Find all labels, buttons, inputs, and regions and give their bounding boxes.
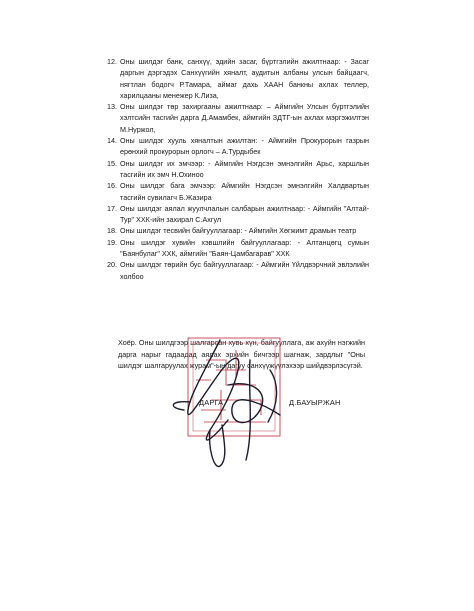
item-text: Оны шилдэг хууль хяналтын ажилтан: - Аймгийн Прокурорын газрын ерөнхий прокурорын орлогч – А.Турдыбек (120, 136, 369, 157)
item-number: 16. (107, 181, 117, 191)
list-item (107, 135, 369, 158)
item-number: 14. (107, 136, 117, 146)
list-item (107, 259, 369, 282)
resolution-paragraph: Хоёр. Оны шилдгээр шалгарсан хувь хүн, байгууллага, аж ахуйн нэгжийн дарга нарыг гадаадад аялах эрхийн бичгээр шагнаж, зардлыг "Оны шилдэг шалгаруулах журам"-ын дагуу санхүүжүүлэхээр шийдвэрлэсүгэй. (118, 338, 365, 370)
list-item (107, 158, 369, 181)
signatory-title: ДАРГА (199, 398, 224, 407)
item-text: Оны шилдэг хувийн хэвшлийн байгууллагаар: - Алтанцөгц сумын "Баянбулаг" ХХК, аймгийн "Баян-Цамбагарав" ХХК (120, 237, 369, 259)
item-number: 17. (107, 203, 117, 213)
list-item (107, 237, 369, 260)
item-text: Оны шилдэг тeсвийн байгууллагаар: - Аймгийн Хөгжимт драмын театр (120, 226, 357, 236)
list-item (107, 180, 369, 203)
item-number: 18. (107, 226, 117, 236)
item-text: Оны шилдэг бага эмчээр: Аймгийн Нэгдсэн эмнэлгийн Халдвартын тасгийн сувилагч Б.Жазира (120, 181, 369, 202)
item-number: 20. (107, 260, 117, 270)
item-text: Оны шилдэг банк, санхүү, эдийн засаг, бүртгэлийн ажилтнаар: - Засаг даргын дэргэдэх Санхүүгийн хяналт, аудитын албаны улсын байцаагч, нягтлан бодогч Р.Тамара, аймаг дахь ХААН банкны ахлах теллер, харилцааны менежер К.Лиза, (120, 57, 369, 100)
item-text: Оны шилдэг аялал жуулчлалын салбарын ажилтнаар: - Аймгийн "Алтай-Тур" ХХК-ийн захирал С.Ахгул (120, 203, 369, 225)
signatory-name: Д.БАУЫРЖАН (289, 398, 341, 407)
list-item (107, 225, 369, 236)
award-list (107, 56, 369, 282)
item-number: 19. (107, 237, 117, 247)
item-text: Оны шилдэг төрийн бус байгууллагаар: - Аймгийн Үйлдвэрчний эвлэлийн холбоо (120, 260, 369, 281)
item-number: 12. (107, 57, 117, 66)
list-item (107, 56, 369, 101)
item-number: 13. (107, 102, 117, 112)
list-item (107, 101, 369, 135)
item-text: Оны шилдэг их эмчээр: - Аймгийн Нэгдсэн эмнэлгийн Арьс, харшлын тасгийн их эмч Н.Охиноо (120, 158, 369, 179)
item-number: 15. (107, 158, 117, 168)
list-item (107, 203, 369, 226)
item-text: Оны шилдэг төр захиргааны ажилтнаар: – Аймгийн Улсын бүртгэлийн хэлтсийн тасгийн дарга Д.Амамбек, аймгийн ЗДТГ-ын ахлах мэргэжилтэн М.Нуржол, (120, 102, 369, 134)
